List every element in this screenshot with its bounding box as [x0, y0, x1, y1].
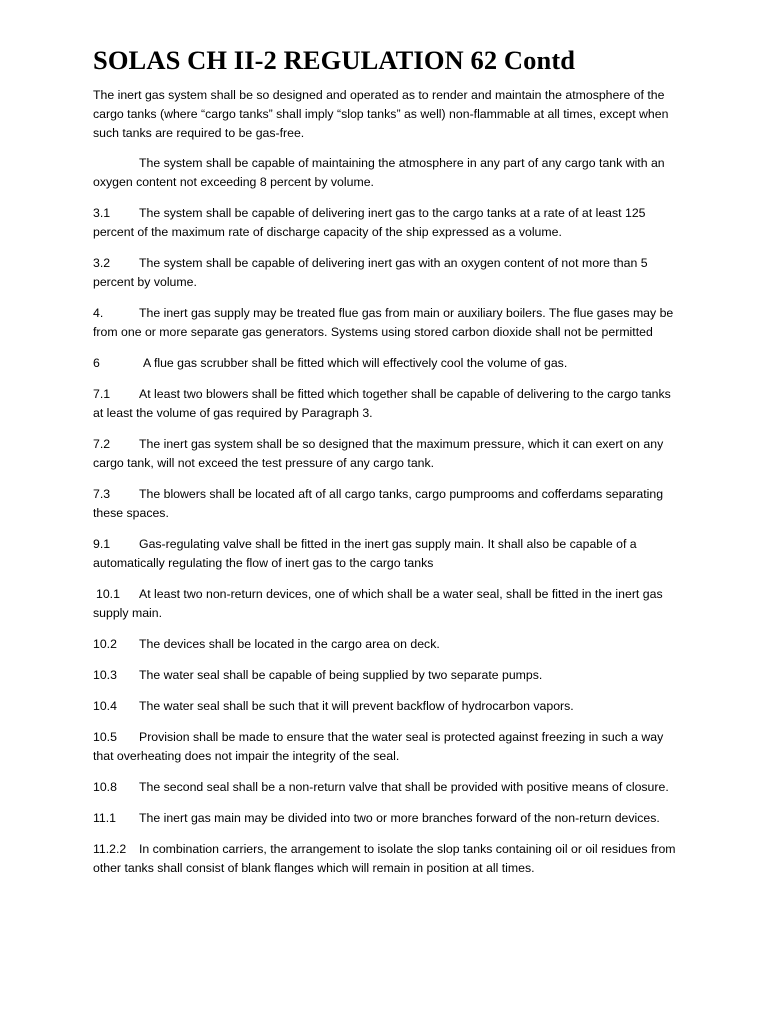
paragraph-text: The devices shall be located in the cargo area on deck.: [139, 637, 440, 651]
paragraph-text: At least two blowers shall be fitted which together shall be capable of delivering to the cargo tanks at least the volume of gas required by Paragraph 3.: [93, 387, 671, 420]
paragraph-number: 7.3: [93, 487, 111, 501]
paragraph-10-2: [93, 635, 678, 654]
paragraph-text: A flue gas scrubber shall be fitted which will effectively cool the volume of gas.: [143, 356, 568, 370]
paragraph-3-2: [93, 254, 678, 292]
paragraph-number: 3.1: [93, 206, 111, 220]
paragraph-text: The inert gas main may be divided into two or more branches forward of the non-return devices.: [139, 811, 660, 825]
paragraph-number: 7.2: [93, 437, 111, 451]
paragraph-text: The inert gas supply may be treated flue gas from main or auxiliary boilers. The flue gases may be from one or more separate gas generators. Systems using stored carbon dioxide shall not be permitted: [93, 306, 674, 339]
paragraph-7-1: [93, 385, 678, 423]
paragraph-number: 10.1: [96, 587, 120, 601]
paragraph-text: The inert gas system shall be so designed that the maximum pressure, which it can exert on any cargo tank, will not exceed the test pressure of any cargo tank.: [93, 437, 664, 470]
document-page: [93, 44, 678, 890]
paragraph-10-3: [93, 666, 678, 685]
paragraph-number: 11.2.2: [93, 842, 127, 856]
paragraph-10-8: [93, 778, 678, 797]
paragraph-6: [93, 354, 678, 373]
paragraph-number: 4.: [93, 306, 104, 320]
paragraph-text: The system shall be capable of delivering inert gas with an oxygen content of not more than 5 percent by volume.: [93, 256, 648, 289]
paragraph-text: Provision shall be made to ensure that the water seal is protected against freezing in such a way that overheating does not impair the integrity of the seal.: [93, 730, 664, 763]
paragraph-10-4: [93, 697, 678, 716]
paragraph-text: Gas-regulating valve shall be fitted in the inert gas supply main. It shall also be capable of a automatically regulating the flow of inert gas to the cargo tanks: [93, 537, 637, 570]
paragraph-text: The system shall be capable of maintaining the atmosphere in any part of any cargo tank with an oxygen content not exceeding 8 percent by volume.: [93, 156, 665, 189]
paragraph-oxygen-content: [93, 154, 678, 192]
paragraph-4: [93, 304, 678, 342]
paragraph-intro: [93, 86, 678, 143]
paragraph-number: 10.2: [93, 637, 117, 651]
paragraph-text: At least two non-return devices, one of which shall be a water seal, shall be fitted in the inert gas supply main.: [93, 587, 663, 620]
paragraph-7-2: [93, 435, 678, 473]
paragraph-text: The blowers shall be located aft of all cargo tanks, cargo pumprooms and cofferdams separating these spaces.: [93, 487, 664, 520]
document-title: SOLAS CH II-2 REGULATION 62 Contd: [93, 45, 576, 75]
paragraph-number: 10.4: [93, 699, 117, 713]
paragraph-text: The second seal shall be a non-return valve that shall be provided with positive means of closure.: [139, 780, 669, 794]
paragraph-number: 10.8: [93, 780, 117, 794]
paragraph-11-1: [93, 809, 678, 828]
paragraph-10-1: [93, 585, 678, 623]
paragraph-11-2-2: [93, 840, 678, 878]
paragraph-number: 3.2: [93, 256, 111, 270]
paragraph-number: 6: [93, 356, 100, 370]
paragraph-text: The inert gas system shall be so designed and operated as to render and maintain the atmosphere of the cargo tanks (where “cargo tanks” shall imply “slop tanks” as well) non-flammable at all times, except when such tanks are required to be gas-free.: [93, 88, 669, 140]
paragraph-number: 10.3: [93, 668, 117, 682]
paragraph-7-3: [93, 485, 678, 523]
paragraph-9-1: [93, 535, 678, 573]
paragraph-3-1: [93, 204, 678, 242]
paragraph-text: The water seal shall be capable of being supplied by two separate pumps.: [139, 668, 543, 682]
paragraph-number: 9.1: [93, 537, 111, 551]
paragraph-text: The system shall be capable of delivering inert gas to the cargo tanks at a rate of at least 125 percent of the maximum rate of discharge capacity of the ship expressed as a volume.: [93, 206, 646, 239]
paragraph-number: 10.5: [93, 730, 117, 744]
paragraph-text: In combination carriers, the arrangement to isolate the slop tanks containing oil or oil residues from other tanks shall consist of blank flanges which will remain in position at all times.: [93, 842, 676, 875]
paragraph-number: 11.1: [93, 811, 117, 825]
paragraph-10-5: [93, 728, 678, 766]
paragraph-text: The water seal shall be such that it will prevent backflow of hydrocarbon vapors.: [139, 699, 574, 713]
paragraph-number: 7.1: [93, 387, 111, 401]
